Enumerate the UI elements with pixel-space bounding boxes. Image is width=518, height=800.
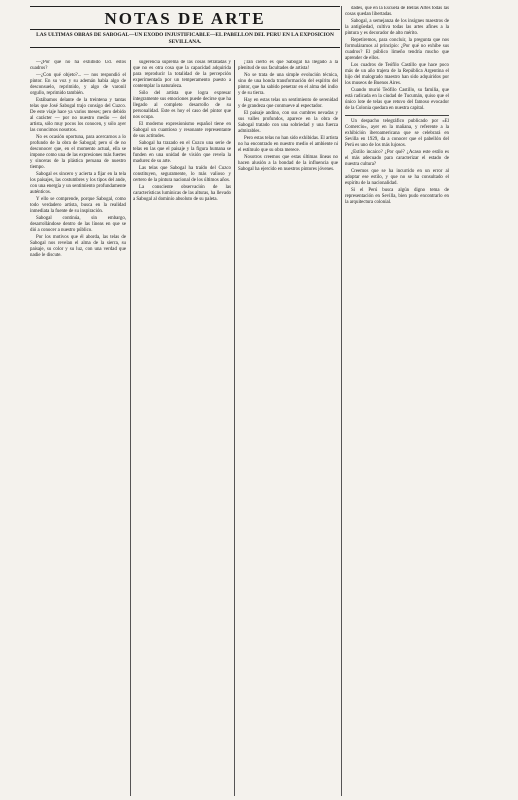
paragraph: Sabogal ha trazado en el Cuzco una serie de telas en las que el paisaje y la figura humana se funden en una unidad de visión que revela la madurez de su arte.	[133, 141, 231, 164]
paragraph: El paisaje andino, con sus cumbres nevadas y sus valles profundos, aparece en la obra de Sabogal tratado con una sobriedad y una fuerza admirables.	[238, 111, 338, 134]
paragraph: Si el Perú busca algún digno tema de representación en Sevilla, bien pudo encontrarlo en la arquitectura colonial.	[345, 188, 449, 205]
paragraph: Repetiremos, para concluir, la pregunta que nos formuláramos al principio: ¿Por qué no exhibe sus cuadros? El público limeño tendría mucho que aprender de ellos.	[345, 38, 449, 61]
masthead	[30, 6, 340, 50]
paragraph: Un despacho telegráfico publicado por «El Comercio», ayer en la mañana, y referente a la exhibición iberoamericana que se celebrará en Sevilla en 1929, da a conocer que el pabellón del Perú es uno de los más lujosos.	[345, 119, 449, 148]
paragraph: —¿Con qué objeto?... — nos respondió el pintor. En su voz y su ademán había algo de desconsuelo, reprimido, y algo de varonil orgullo, reprimido también.	[30, 73, 126, 96]
paragraph: Sabogal es sincero y acierta a fijar en la tela los paisajes, las costumbres y los tipos del ande, con una energía y un sentimiento profundamente auténticos.	[30, 172, 126, 195]
paragraph: Pero estas telas no han sido exhibidas. El artista no ha encontrado en nuestro medio el ambiente ni el estímulo que su obra merece.	[238, 136, 338, 153]
paragraph: Los cuadros de Teófilo Castillo que hace poco más de un año trajera de la República Argentina el hijo del malogrado maestro han sido adquiridos por los museos de Buenos Aires.	[345, 63, 449, 86]
column-divider	[130, 60, 131, 796]
paragraph: sugerencia suprema de las cosas retratadas y que no es otra cosa que la capacidad adquirida para reproducir la totalidad de la percepción experimentada por un temperamento puesto a contemplar la naturaleza.	[133, 60, 231, 89]
paragraph: ¡Tan cierto es que Sabogal ha llegado a la plenitud de sus facultades de artista!	[238, 60, 338, 71]
section-rule	[345, 115, 449, 116]
column-divider	[234, 60, 235, 796]
paragraph: Sólo del artista que logra expresar íntegramente sus emociones puede decirse que ha llegado al completo desarrollo de su personalidad. Este es hoy el caso del pintor que nos ocupa.	[133, 91, 231, 120]
paragraph: No es ocasión oportuna, para acercarnos a lo profundo de la obra de Sabogal; pero sí de no desconocer que, en el momento actual, ella se impone como una de las expresiones más fuertes y sinceras de la plástica peruana de nuestro tiempo.	[30, 135, 126, 170]
paragraph: Las telas que Sabogal ha traído del Cuzco constituyen, seguramente, lo más valioso y certero de la pintura nacional de los últimos años.	[133, 166, 231, 183]
column-1	[30, 60, 126, 796]
paragraph: No se trata de una simple evolución técnica, sino de una honda transformación del espíritu del pintor, que ha sabido penetrar en el alma del indio y de su tierra.	[238, 73, 338, 96]
paragraph: Creemos que se ha incurrido en un error al adoptar ese estilo, y que no se ha consultado el espíritu de la nacionalidad.	[345, 169, 449, 186]
column-divider	[341, 6, 342, 796]
paragraph: Sabogal, a semejanza de los insignes maestros de la antigüedad, cultiva todas las artes afines a la pintura y es decorador de alto mérito.	[345, 19, 449, 36]
headline-rule	[30, 47, 340, 48]
paragraph: Y ello se comprende, porque Sabogal, como todo verdadero artista, busca en la realidad inmediata la fuente de su inspiración.	[30, 197, 126, 214]
paragraph: Hay en estas telas un sentimiento de serenidad y de grandeza que conmueve al espectador.	[238, 98, 338, 109]
paragraph: —¿Por qué no ha exhibido Ud. estos cuadros?	[30, 60, 126, 71]
paragraph: El moderno expresionismo español tiene en Sabogal un cuantioso y resonante representante de sus actitudes.	[133, 122, 231, 139]
column-4	[345, 6, 449, 796]
paragraph: Nosotros creemos que estas últimas líneas no hacen alusión a la bondad de la influencia que Sabogal ha ejercido en nuestros pintores jóvenes.	[238, 155, 338, 172]
top-rule	[30, 6, 340, 7]
page-title: NOTAS DE ARTE	[104, 9, 266, 28]
headline: LAS ULTIMAS OBRAS DE SABOGAL—UN EXODO INJUSTIFICABLE—EL PABELLON DEL PERU EN LA EXPOSICION SEVILLANA.	[36, 32, 334, 45]
paragraph: dades, que en la Escuela de Bellas Artes todas las cosas quedan libertadas.	[345, 6, 449, 17]
paragraph: Estábamos delante de la treintena y tantas telas que José Sabogal trajo consigo del Cuzco. De este viaje hace ya varios meses; pero debido al carácter — por no nuestro medio — del artista, sólo muy pocos los conocen, y sólo ayer las conocimos nosotros.	[30, 98, 126, 133]
title-rule	[30, 29, 340, 30]
paragraph: Cuando murió Teófilo Castillo, su familia, que está radicada en la ciudad de Tucumán, quiso que el único lote de telas que retuvo del famoso evocador de la Colonia quedara en nuestra capital.	[345, 88, 449, 111]
column-3	[238, 60, 338, 796]
column-2	[133, 60, 231, 796]
paragraph: ¿Estilo incaico? ¿Por qué? ¿Acaso este estilo es el más adecuado para caracterizar el estado de nuestra cultura?	[345, 150, 449, 167]
paragraph: Por los motivos que él aborda, las telas de Sabogal nos revelan el alma de la sierra, su paisaje, su color y su luz, con una verdad que nadie le discute.	[30, 235, 126, 258]
paragraph: La consciente observación de las características lumínicas de las alturas, ha llevado a Sabogal al dominio absoluto de su paleta.	[133, 185, 231, 202]
paragraph: Sabogal continúa, sin embargo, desarrollándose dentro de las líneas en que se dió a conocer a nuestro público.	[30, 216, 126, 233]
